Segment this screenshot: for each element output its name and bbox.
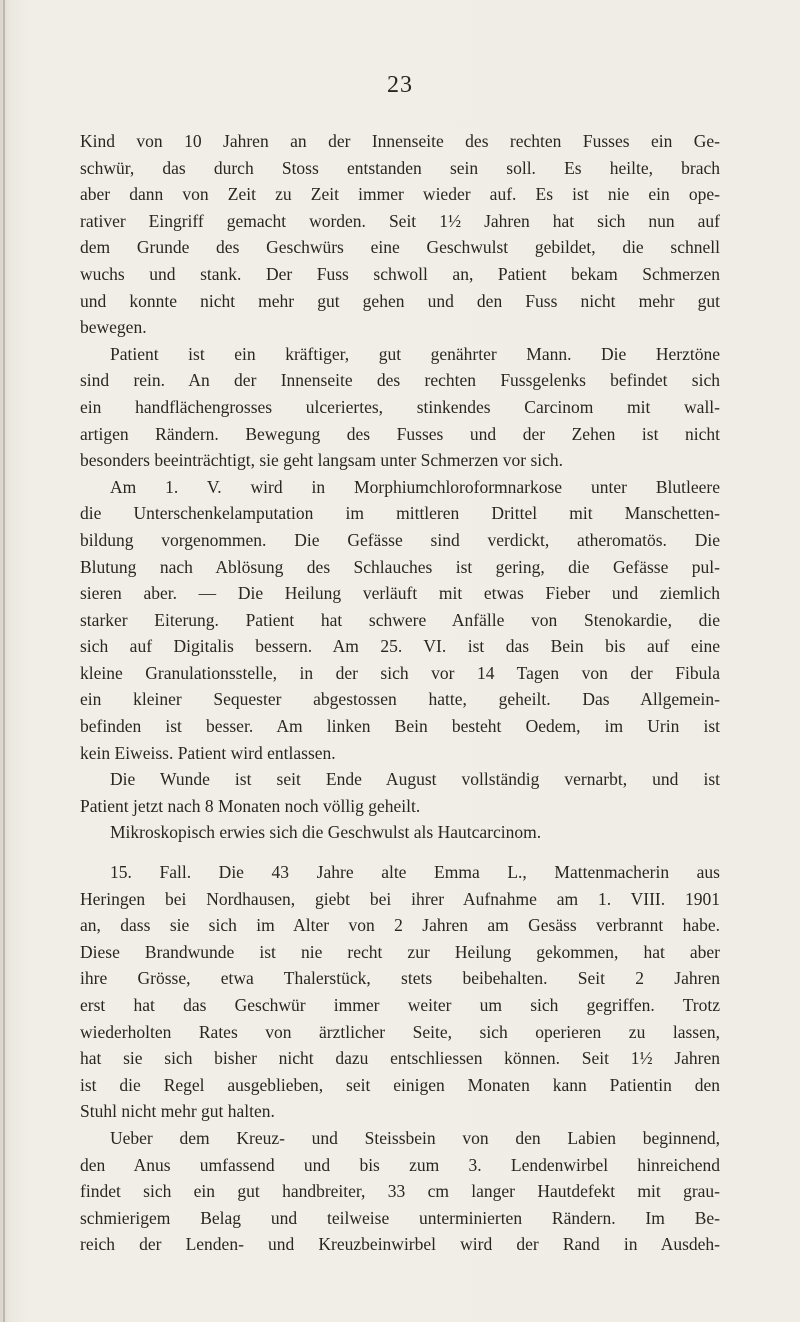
text-line: wuchs und stank. Der Fuss schwoll an, Patient bekam Schmerzen	[80, 263, 720, 284]
text-line: dem Grunde des Geschwürs eine Geschwulst gebildet, die schnell	[80, 237, 720, 258]
text-line: befinden ist besser. Am linken Bein besteht Oedem, im Urin ist	[80, 716, 720, 737]
paragraph	[80, 819, 720, 846]
text-line: Die Wunde ist seit Ende August vollständig vernarbt, und ist	[110, 769, 720, 790]
text-line: sieren aber. — Die Heilung verläuft mit etwas Fieber und ziemlich	[80, 583, 720, 604]
text-line: erst hat das Geschwür immer weiter um sich gegriffen. Trotz	[80, 995, 720, 1015]
text-line: und konnte nicht mehr gut gehen und den Fuss nicht mehr gut	[80, 290, 720, 311]
text-line: reich der Lenden- und Kreuzbeinwirbel wird der Rand in Ausdeh-	[80, 1234, 720, 1255]
text-line: aber dann von Zeit zu Zeit immer wieder auf. Es ist nie ein ope-	[80, 184, 720, 205]
text-line: Stuhl nicht mehr gut halten.	[80, 1101, 275, 1122]
paragraph-gap	[80, 846, 720, 859]
text-line: ein kleiner Sequester abgestossen hatte, geheilt. Das Allgemein-	[80, 689, 720, 710]
paragraph	[80, 1125, 720, 1258]
text-line: Blutung nach Ablösung des Schlauches ist gering, die Gefässe pul-	[80, 556, 720, 577]
text-line: schwür, das durch Stoss entstanden sein soll. Es heilte, brach	[80, 157, 720, 178]
text-line: an, dass sie sich im Alter von 2 Jahren am Gesäss verbrannt habe.	[80, 915, 720, 936]
text-line: ist die Regel ausgeblieben, seit einigen Monaten kann Patientin den	[80, 1074, 720, 1095]
text-line: ihre Grösse, etwa Thalerstück, stets beibehalten. Seit 2 Jahren	[80, 968, 720, 989]
text-line: besonders beeinträchtigt, sie geht langsam unter Schmerzen vor sich.	[80, 450, 564, 471]
text-line: artigen Rändern. Bewegung des Fusses und der Zehen ist nicht	[80, 423, 720, 444]
paragraph	[80, 128, 720, 341]
paragraph	[80, 859, 720, 1125]
text-line: schmierigem Belag und teilweise unterminierten Rändern. Im Be-	[80, 1207, 720, 1228]
page-gutter-edge	[3, 0, 5, 1322]
text-line: die Unterschenkelamputation im mittleren Drittel mit Manschetten-	[80, 503, 720, 524]
text-line: wiederholten Rates von ärztlicher Seite, sich operieren zu lassen,	[80, 1021, 720, 1042]
text-line: Heringen bei Nordhausen, giebt bei ihrer Aufnahme am 1. VIII. 1901	[80, 888, 720, 909]
text-line: hat sie sich bisher nicht dazu entschliessen können. Seit 1½ Jahren	[80, 1048, 720, 1069]
text-line: Am 1. V. wird in Morphiumchloroformnarkose unter Blutleere	[110, 476, 720, 497]
text-line: starker Eiterung. Patient hat schwere Anfälle von Stenokardie, die	[80, 609, 720, 630]
text-line: Kind von 10 Jahren an der Innenseite des rechten Fusses ein Ge-	[80, 131, 720, 151]
text-line: Patient ist ein kräftiger, gut genährter Mann. Die Herztöne	[110, 343, 720, 364]
text-line: Mikroskopisch erwies sich die Geschwulst als Hautcarcinom.	[110, 822, 542, 843]
text-line: 15. Fall. Die 43 Jahre alte Emma L., Mattenmacherin aus	[110, 862, 720, 883]
text-line: bewegen.	[80, 317, 147, 338]
text-line: ein handflächengrosses ulceriertes, stinkendes Carcinom mit wall-	[80, 396, 720, 417]
text-line: kein Eiweiss. Patient wird entlassen.	[80, 742, 336, 763]
text-line: sich auf Digitalis bessern. Am 25. VI. ist das Bein bis auf eine	[80, 636, 720, 657]
body-text	[80, 128, 720, 1258]
text-line: Ueber dem Kreuz- und Steissbein von den Labien beginnend,	[110, 1127, 720, 1148]
text-line: findet sich ein gut handbreiter, 33 cm langer Hautdefekt mit grau-	[80, 1181, 720, 1202]
paragraph	[80, 341, 720, 474]
text-line: rativer Eingriff gemacht worden. Seit 1½ Jahren hat sich nun auf	[80, 210, 720, 231]
text-line: kleine Granulationsstelle, in der sich vor 14 Tagen von der Fibula	[80, 662, 720, 683]
page-number: 23	[387, 72, 413, 98]
text-line: bildung vorgenommen. Die Gefässe sind verdickt, atheromatös. Die	[80, 529, 720, 550]
text-line: Diese Brandwunde ist nie recht zur Heilung gekommen, hat aber	[80, 941, 720, 962]
paragraph	[80, 766, 720, 819]
text-line: Patient jetzt nach 8 Monaten noch völlig geheilt.	[80, 795, 421, 816]
paragraph	[80, 474, 720, 767]
text-line: den Anus umfassend und bis zum 3. Lendenwirbel hinreichend	[80, 1154, 720, 1175]
text-line: sind rein. An der Innenseite des rechten Fussgelenks befindet sich	[80, 370, 720, 391]
